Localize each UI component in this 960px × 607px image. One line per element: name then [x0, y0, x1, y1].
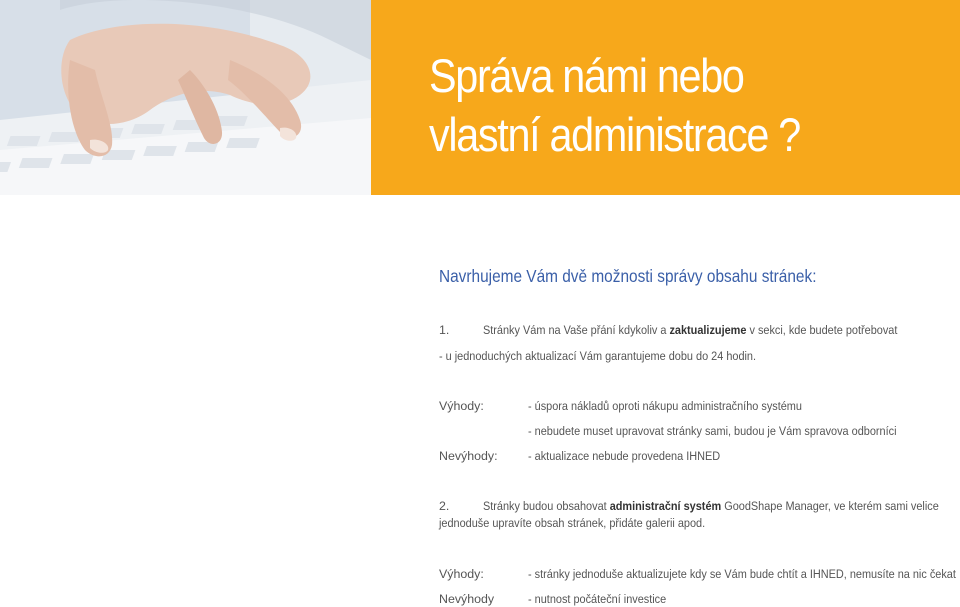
option-2-cons-label: Nevýhody [439, 592, 495, 606]
page-title [429, 46, 800, 164]
option-1-text-before: Stránky Vám na Vaše přání kdykoliv a [483, 323, 670, 337]
option-1-pro-item: - úspora nákladů oproti nákupu administračního systému [528, 399, 802, 413]
option-2-text-before: Stránky budou obsahovat [483, 499, 610, 513]
option-1-number: 1. [439, 323, 450, 337]
option-2-line-2: jednoduše upravíte obsah stránek, přidáte galerii apod. [439, 516, 706, 530]
option-2-number: 2. [439, 499, 450, 513]
option-1-con-item: - aktualizace nebude provedena IHNED [528, 449, 721, 463]
intro-heading: Navrhujeme Vám dvě možnosti správy obsahu stránek: [439, 266, 817, 286]
option-1-text-after: v sekci, kde budete potřebovat [746, 323, 898, 337]
option-1-pros-label: Výhody: [439, 399, 484, 413]
option-2-text [483, 499, 939, 513]
option-1-cons-label: Nevýhody: [439, 449, 498, 463]
title-banner [371, 0, 960, 195]
keyboard-hand-illustration [0, 0, 371, 195]
title-line-1: Správa námi nebo [429, 49, 744, 102]
option-2-pro-item: - stránky jednoduše aktualizujete kdy se Vám bude chtít a IHNED, nemusíte na nic čekat [528, 567, 956, 581]
option-1-text-bold: zaktualizujeme [669, 323, 747, 337]
option-1-line-2: - u jednoduchých aktualizací Vám garantujeme dobu do 24 hodin. [439, 349, 757, 363]
option-2-text-bold: administrační systém [609, 499, 722, 513]
option-1-pro-item: - nebudete muset upravovat stránky sami, budou je Vám spravova odborníci [528, 424, 897, 438]
option-2-pros-label: Výhody: [439, 567, 484, 581]
option-2-text-after: GoodShape Manager, ve kterém sami velice [721, 499, 939, 513]
keyboard-hand-photo [0, 0, 371, 195]
option-1-text [483, 323, 897, 337]
option-2-con-item: - nutnost počáteční investice [528, 592, 667, 606]
title-line-2: vlastní administrace ? [429, 108, 800, 161]
